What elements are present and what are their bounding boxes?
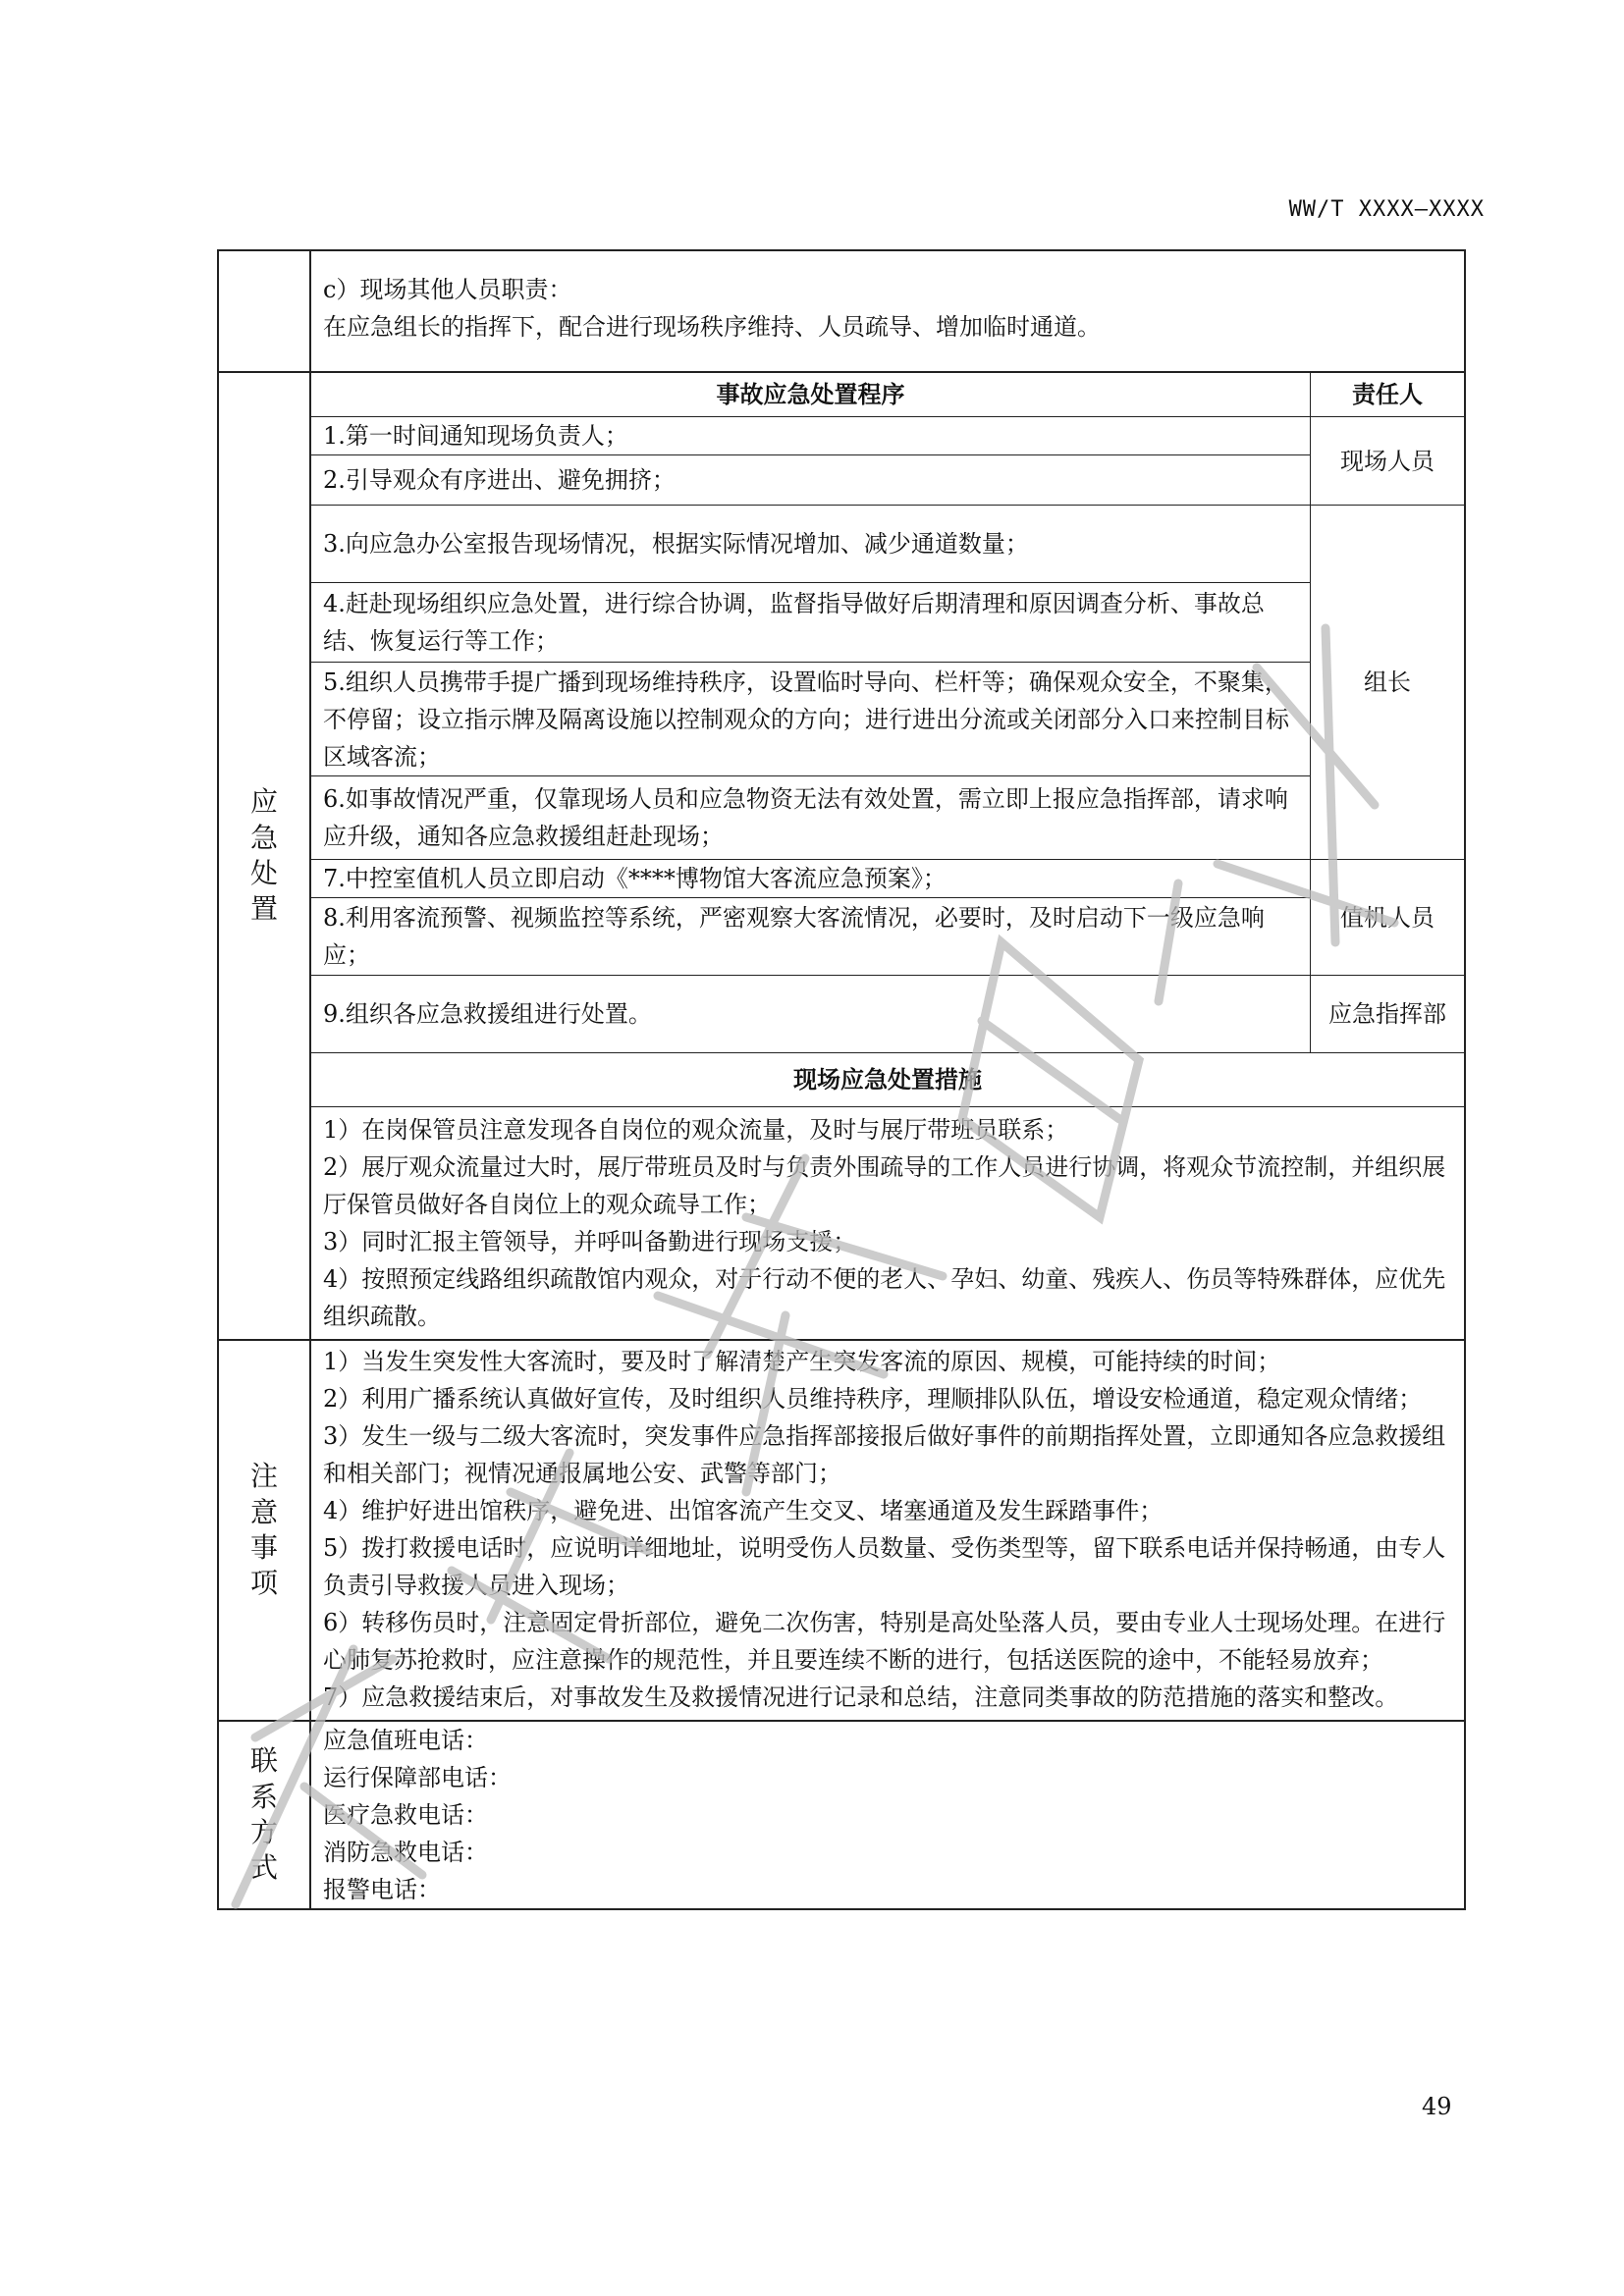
procedure-table (311, 373, 1464, 1339)
measure-item: 4）按照预定线路组织疏散馆内观众，对于行动不便的老人、孕妇、幼童、残疾人、伤员等特殊群体，应优先组织疏散。 (323, 1265, 1446, 1330)
watermark-text: 标准上复制 (196, 510, 201, 511)
label-char: 系 (249, 1780, 278, 1813)
procedure-step: 1.第一时间通知现场负责人； (311, 417, 1311, 455)
procedure-step: 2.引导观众有序进出、避免拥挤； (311, 455, 1311, 506)
procedure-step: 4.赶赴现场组织应急处置，进行综合协调，监督指导做好后期清理和原因调查分析、事故总结、恢复运行等工作； (311, 583, 1311, 663)
emergency-label (218, 372, 310, 1340)
other-duties-line: c）现场其他人员职责： (323, 276, 572, 303)
standard-code: WW/T XXXX—XXXX (1288, 197, 1485, 222)
measures-header: 现场应急处置措施 (311, 1053, 1464, 1107)
responsible-header: 责任人 (1311, 373, 1465, 417)
responsible-duty-operator: 值机人员 (1311, 860, 1465, 976)
contact-item: 应急值班电话： (323, 1727, 488, 1754)
other-duties-row (218, 250, 1465, 372)
label-char: 注 (249, 1460, 278, 1493)
responsible-on-site-staff: 现场人员 (1311, 417, 1465, 506)
note-item: 3）发生一级与二级大客流时，突发事件应急指挥部接报后做好事件的前期指挥处置，立即通知各应急救援组和相关部门；视情况通报属地公安、武警等部门； (323, 1422, 1446, 1487)
measure-item: 2）展厅观众流量过大时，展厅带班员及时与负责外围疏导的工作人员进行协调，将观众节流控制，并组织展厅保管员做好各自岗位上的观众疏导工作； (323, 1153, 1446, 1218)
note-item: 5）拨打救援电话时，应说明详细地址，说明受伤人员数量、受伤类型等，留下联系电话并保持畅通，由专人负责引导救援人员进入现场； (323, 1534, 1446, 1599)
procedure-step: 5.组织人员携带手提广播到现场维持秩序，设置临时导向、栏杆等；确保观众安全，不聚集，不停留；设立指示牌及隔离设施以控制观众的方向；进行进出分流或关闭部分入口来控制目标区域客流； (311, 663, 1311, 776)
label-char: 应 (249, 785, 278, 819)
emergency-content (310, 372, 1465, 1340)
emergency-row (218, 372, 1465, 1340)
notes-content (310, 1340, 1465, 1721)
contact-item: 报警电话： (323, 1876, 441, 1903)
responsible-command-center: 应急指挥部 (1311, 976, 1465, 1053)
page-number: 49 (1422, 2093, 1452, 2120)
contact-item: 运行保障部电话： (323, 1764, 512, 1791)
other-duties-cell (310, 250, 1465, 372)
note-item: 7）应急救援结束后，对事故发生及救援情况进行记录和总结，注意同类事故的防范措施的落实和整改。 (323, 1683, 1399, 1711)
contacts-row (218, 1721, 1465, 1909)
label-char: 急 (249, 821, 278, 854)
procedure-step: 8.利用客流预警、视频监控等系统，严密观察大客流情况，必要时，及时启动下一级应急响应； (311, 898, 1311, 976)
label-char: 处 (249, 857, 278, 889)
note-item: 2）利用广播系统认真做好宣传，及时组织人员维持秩序，理顺排队队伍，增设安检通道，稳定观众情绪； (323, 1385, 1423, 1413)
label-char: 事 (249, 1531, 278, 1564)
label-char: 置 (249, 892, 278, 926)
other-duties-line: 在应急组长的指挥下，配合进行现场秩序维持、人员疏导、增加临时通道。 (323, 313, 1101, 341)
contacts-content (310, 1721, 1465, 1909)
contacts-label (218, 1721, 310, 1909)
note-item: 1）当发生突发性大客流时，要及时了解清楚产生突发客流的原因、规模，可能持续的时间； (323, 1348, 1281, 1375)
blank-label-cell (218, 250, 310, 372)
label-char: 意 (249, 1495, 278, 1528)
measure-item: 1）在岗保管员注意发现各自岗位的观众流量，及时与展厅带班员联系； (323, 1116, 1069, 1144)
notes-label (218, 1340, 310, 1721)
notes-row (218, 1340, 1465, 1721)
procedure-step: 7.中控室值机人员立即启动《****博物馆大客流应急预案》； (311, 860, 1311, 898)
note-item: 4）维护好进出馆秩序，避免进、出馆客流产生交叉、堵塞通道及发生踩踏事件； (323, 1497, 1164, 1524)
procedure-step: 6.如事故情况严重，仅靠现场人员和应急物资无法有效处置，需立即上报应急指挥部，请求响应升级，通知各应急救援组赶赴现场； (311, 776, 1311, 860)
measure-item: 3）同时汇报主管领导，并呼叫备勤进行现场支援； (323, 1228, 857, 1255)
label-char: 项 (249, 1567, 278, 1600)
measures-cell (311, 1107, 1464, 1340)
procedure-step: 3.向应急办公室报告现场情况，根据实际情况增加、减少通道数量； (311, 506, 1311, 583)
note-item: 6）转移伤员时，注意固定骨折部位，避免二次伤害，特别是高处坠落人员，要由专业人士现场处理。在进行心肺复苏抢救时，应注意操作的规范性，并且要连续不断的进行，包括送医院的途中，不能轻易放弃； (323, 1609, 1446, 1674)
procedure-header: 事故应急处置程序 (311, 373, 1311, 417)
procedure-step: 9.组织各应急救援组进行处置。 (311, 976, 1311, 1053)
label-char: 联 (249, 1744, 278, 1778)
label-char: 方 (249, 1816, 278, 1848)
emergency-plan-table (217, 249, 1466, 1910)
responsible-team-leader: 组长 (1311, 506, 1465, 860)
contact-item: 消防急救电话： (323, 1839, 488, 1866)
contact-item: 医疗急救电话： (323, 1801, 488, 1829)
label-char: 式 (249, 1851, 278, 1885)
